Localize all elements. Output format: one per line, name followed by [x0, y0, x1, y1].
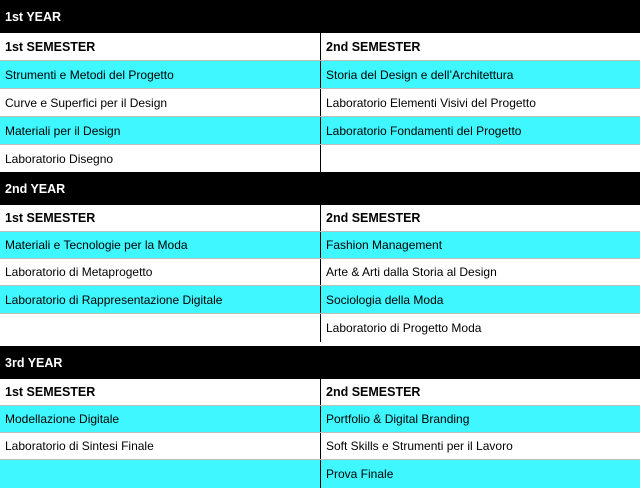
course-row [0, 145, 640, 172]
course-row [0, 286, 640, 314]
semester-header-row [0, 205, 640, 232]
course-cell: Materiali per il Design [5, 123, 121, 138]
course-cell: Laboratorio di Metaprogetto [5, 265, 153, 279]
course-cell: Sociologia della Moda [320, 286, 640, 313]
course-cell: Curve e Superfici per il Design [5, 95, 168, 110]
course-cell [320, 145, 640, 172]
course-row [0, 433, 640, 460]
course-row [0, 460, 640, 488]
course-cell: Laboratorio Fondamenti del Progetto [320, 117, 640, 144]
course-cell: Laboratorio di Sintesi Finale [5, 439, 154, 453]
year-header-1 [0, 0, 640, 33]
semester-2-label: 2nd SEMESTER [320, 205, 640, 231]
year-header-3 [0, 346, 640, 379]
course-cell: Laboratorio Elementi Visivi del Progetto [320, 89, 640, 116]
semester-1-label: 1st SEMESTER [5, 39, 96, 54]
course-cell: Materiali e Tecnologie per la Moda [5, 238, 188, 252]
course-cell: Arte & Arti dalla Storia al Design [320, 259, 640, 285]
course-cell: Laboratorio Disegno [5, 151, 114, 166]
semester-1-label: 1st SEMESTER [5, 385, 96, 399]
year-title: 1st YEAR [5, 9, 62, 24]
course-row [0, 61, 640, 89]
course-row [0, 259, 640, 286]
year-title: 2nd YEAR [5, 181, 66, 196]
course-cell: Storia del Design e dell’Architettura [320, 61, 640, 88]
course-cell: Modellazione Digitale [5, 412, 120, 426]
course-cell: Laboratorio di Rappresentazione Digitale [5, 292, 223, 307]
year-header-2 [0, 172, 640, 205]
course-cell [0, 460, 320, 488]
semester-header-row [0, 379, 640, 406]
course-row [0, 117, 640, 145]
course-cell: Strumenti e Metodi del Progetto [5, 67, 174, 82]
course-row [0, 232, 640, 259]
course-cell: Prova Finale [320, 460, 640, 488]
course-cell: Soft Skills e Strumenti per il Lavoro [320, 433, 640, 459]
semester-1-label: 1st SEMESTER [5, 211, 96, 225]
course-cell [0, 314, 320, 342]
course-row [0, 89, 640, 117]
semester-header-row [0, 33, 640, 61]
course-cell: Portfolio & Digital Branding [320, 406, 640, 432]
year-title: 3rd YEAR [5, 355, 63, 370]
course-cell: Fashion Management [320, 232, 640, 258]
course-row [0, 314, 640, 342]
course-cell: Laboratorio di Progetto Moda [320, 314, 640, 342]
semester-2-label: 2nd SEMESTER [320, 33, 640, 60]
course-row [0, 406, 640, 433]
semester-2-label: 2nd SEMESTER [320, 379, 640, 405]
